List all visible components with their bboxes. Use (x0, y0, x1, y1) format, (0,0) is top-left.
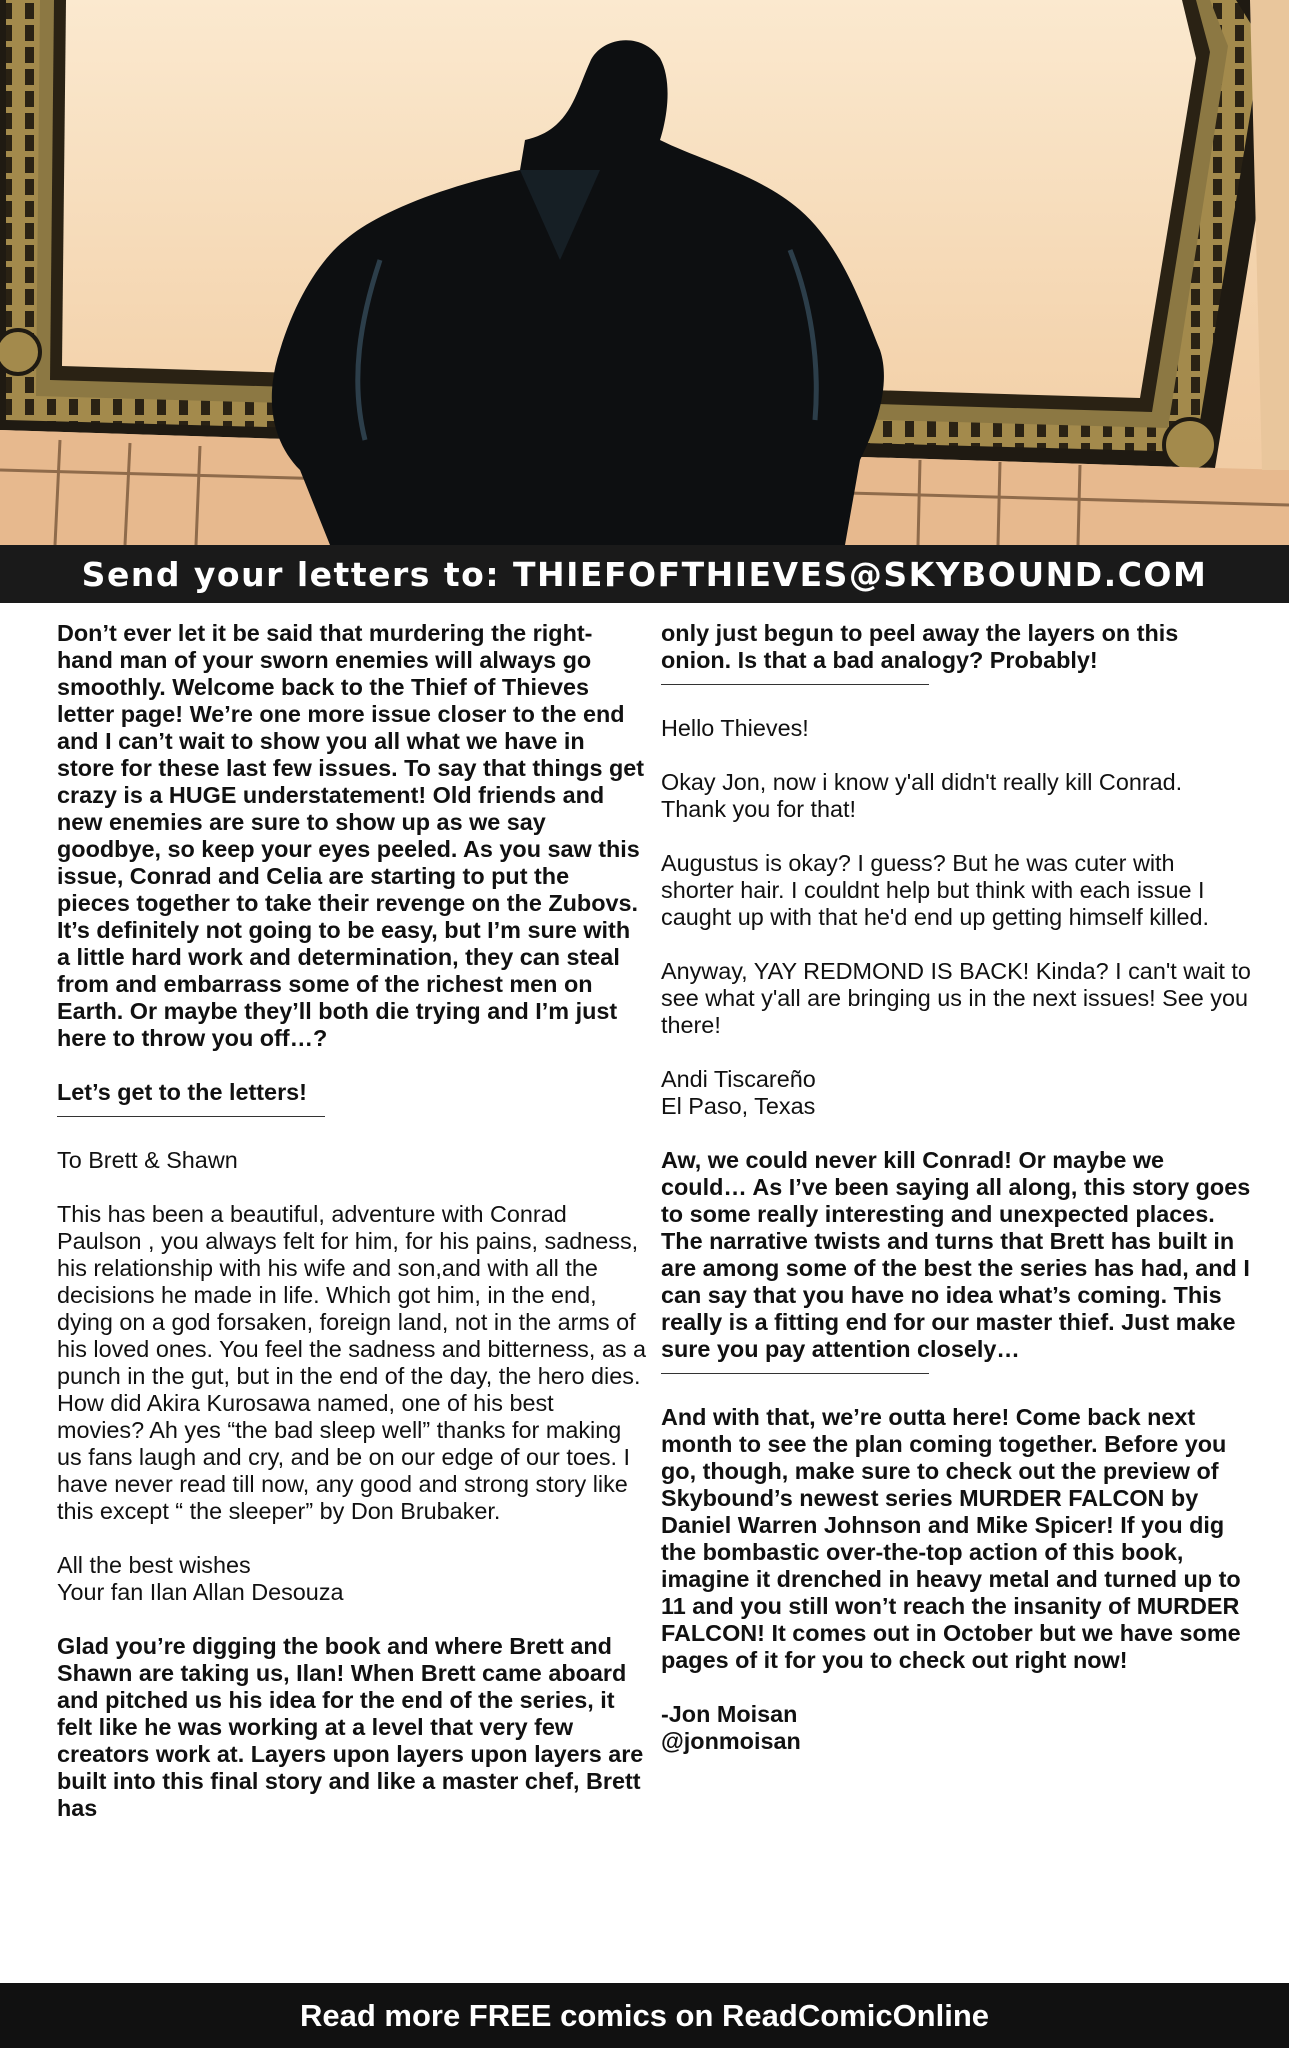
section-divider (57, 1106, 325, 1117)
lets-go-line: Let’s get to the letters! (57, 1079, 307, 1105)
letter2-paragraph: Anyway, YAY REDMOND IS BACK! Kinda? I can't wait to see what y'all are bringing us in the next issues! See you there! (661, 958, 1251, 1038)
letter2-greeting: Hello Thieves! (661, 715, 809, 741)
banner-text: Send your letters to: THIEFOFTHIEVES@SKYBOUND.COM (81, 554, 1208, 594)
site-footer-link[interactable] (0, 1983, 1289, 2048)
section-divider (661, 674, 929, 685)
letter2-paragraph: Okay Jon, now i know y'all didn't really kill Conrad. Thank you for that! (661, 769, 1183, 822)
silhouette-at-window-illustration (0, 0, 1289, 545)
right-column (661, 620, 1251, 1782)
intro-paragraph: Don’t ever let it be said that murdering the right-hand man of your sworn enemies will always go smoothly. Welcome back to the Thief of Thieves letter page! We’re one more issue closer to the end and I can’t wait to show you all what we have in store for these last few issues. To say that things get crazy is a HUGE understatement! Old friends and new enemies are sure to show up as we say goodbye, so keep your eyes peeled. As you saw this issue, Conrad and Celia are starting to put the pieces together to take their revenge on the Zubovs. It’s definitely not going to be easy, but I’m sure with a little hard work and determination, they can steal from and embarrass some of the richest men on Earth. Or maybe they’ll both die trying and I’m just here to throw you off…? (57, 620, 645, 1051)
left-column (57, 620, 647, 1849)
comic-panel-art (0, 0, 1289, 545)
outro-paragraph: And with that, we’re outta here! Come back next month to see the plan coming together. Before you go, though, make sure to check out the preview of Skybound’s newest series MURDER FALCON by Daniel Warren Johnson and Mike Spicer! If you dig the bombastic over-the-top action of this book, imagine it drenched in heavy metal and turned up to 11 and you still won’t reach the insanity of MURDER FALCON! It comes out in October but we have some pages of it for you to check out right now! (661, 1404, 1241, 1673)
letter2-paragraph: Augustus is okay? I guess? But he was cuter with shorter hair. I couldnt help but think with each issue I caught up with that he'd end up getting himself killed. (661, 850, 1210, 930)
footer-text[interactable]: Read more FREE comics on ReadComicOnline (299, 1997, 990, 2033)
letter2-signoff: Andi Tiscareño El Paso, Texas (661, 1066, 816, 1119)
letter-signoff: All the best wishes Your fan Ilan Allan Desouza (57, 1552, 344, 1605)
letters-address-banner (0, 545, 1289, 603)
reply2-paragraph: Aw, we could never kill Conrad! Or maybe we could… As I’ve been saying all along, this story goes to some really interesting and unexpected places. The narrative twists and turns that Brett has built in are among some of the best the series has had, and I can say that you have no idea what’s coming. This really is a fitting end for our master thief. Just make sure you pay attention closely… (661, 1147, 1251, 1362)
letter-greeting: To Brett & Shawn (57, 1147, 238, 1173)
reply-continued: only just begun to peel away the layers on this onion. Is that a bad analogy? Probably! (661, 620, 1179, 673)
editor-signature: -Jon Moisan @jonmoisan (661, 1701, 801, 1754)
section-divider (661, 1363, 929, 1374)
reply-paragraph: Glad you’re digging the book and where Brett and Shawn are taking us, Ilan! When Brett came aboard and pitched us his idea for the end of the series, it felt like he was working at a level that very few creators work at. Layers upon layers upon layers are built into this final story and like a master chef, Brett has (57, 1633, 644, 1821)
letter-body: This has been a beautiful, adventure with Conrad Paulson , you always felt for him, for his pains, sadness, his relationship with his wife and son,and with all the decisions he made in life. Which got him, in the end, dying on a god forsaken, foreign land, not in the arms of his loved ones. You feel the sadness and bitterness, as a punch in the gut, but in the end of the day, the hero dies. How did Akira Kurosawa named, one of his best movies? Ah yes “the bad sleep well” thanks for making us fans laugh and cry, and be on our edge of our toes. I have never read till now, any good and strong story like this except “ the sleeper” by Don Brubaker. (57, 1201, 647, 1524)
